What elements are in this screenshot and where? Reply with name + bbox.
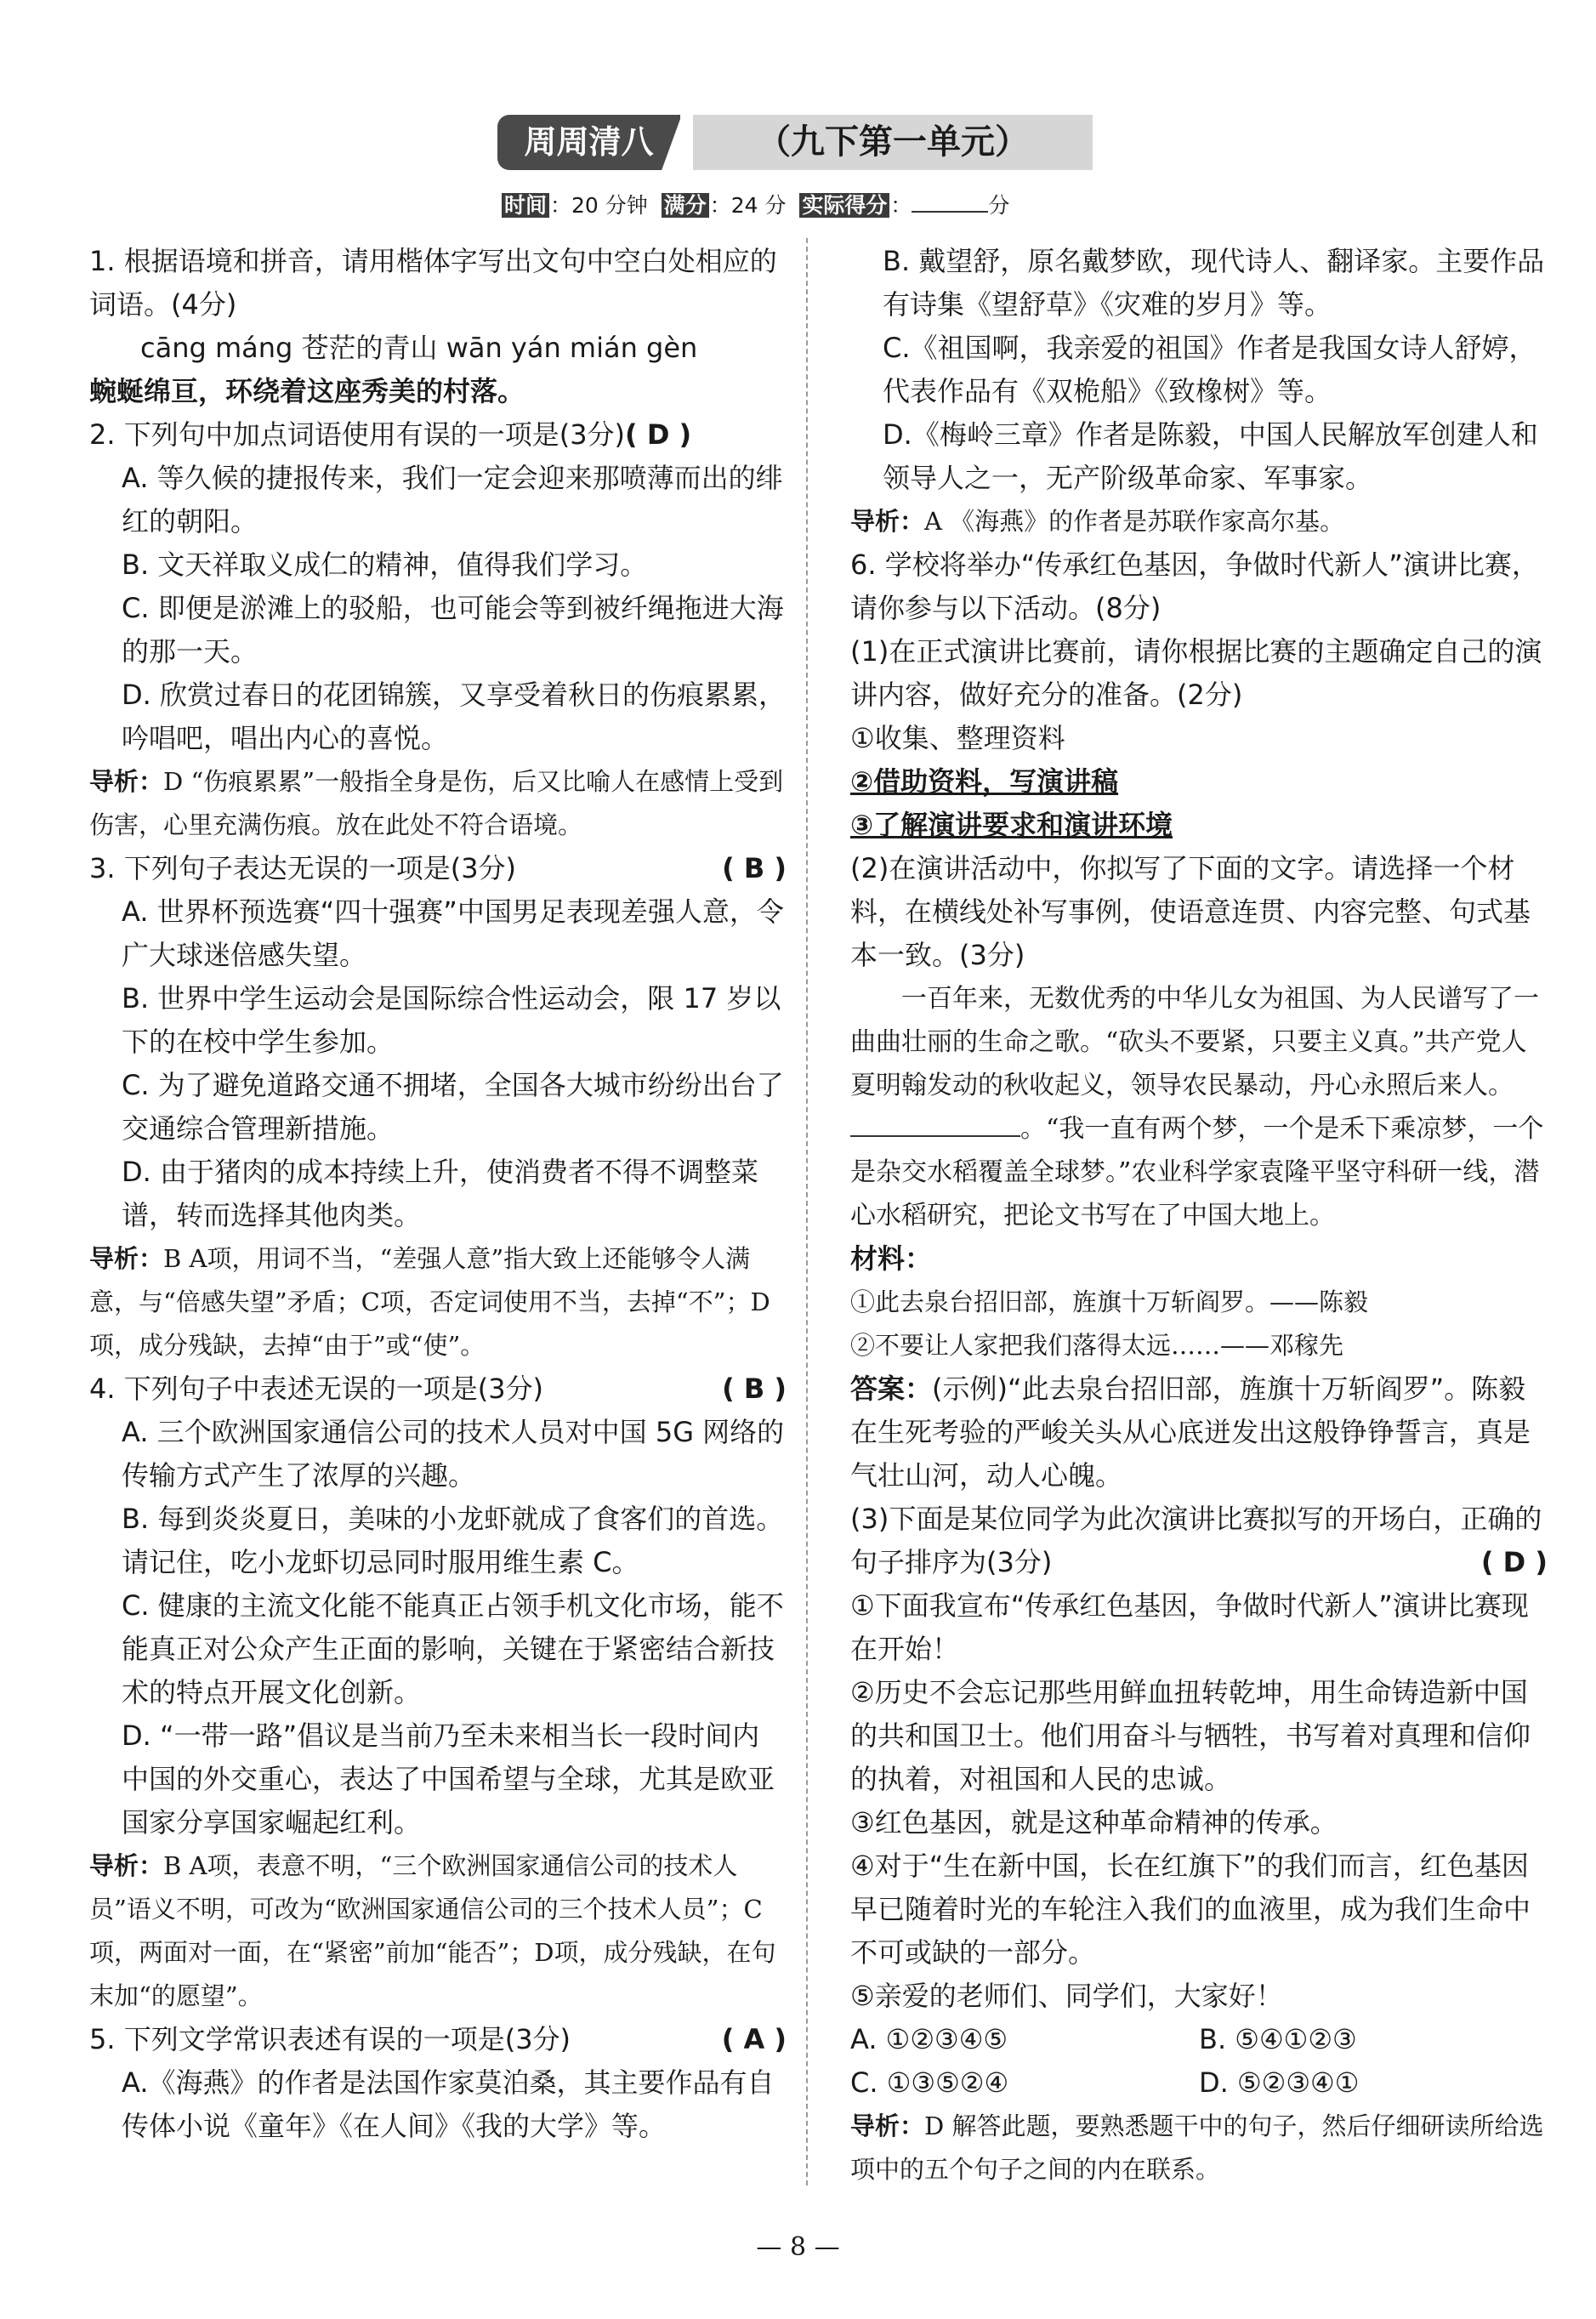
q3-stem bbox=[89, 847, 787, 890]
q6-passage-b: “我一直有两个梦，一个是禾下乘凉梦，一个是杂交水稻覆盖全球梦。”农业科学家袁隆平坚守科研一线，潜心水稻研究，把论文书写在了中国大地上。 bbox=[850, 1114, 1544, 1231]
q6-option-b: B. ⑤④①②③ bbox=[1199, 2023, 1357, 2055]
q6-answer-text: (示例)“此去泉台招旧部，旌旗十万斩阎罗”。陈毅在生死考验的严峻关头从心底迸发出这般铮铮誓言，真是气壮山河，动人心魄。 bbox=[850, 1373, 1531, 1492]
q1-answer-line: 蜿蜒绵亘，环绕着这座秀美的村落。 bbox=[89, 375, 525, 407]
q6-sentence-1: ①下面我宣布“传承红色基因，争做时代新人”演讲比赛现在开始！ bbox=[850, 1589, 1529, 1665]
q3-option-c: C. 为了避免道路交通不拥堵，全国各大城市纷纷出台了交通综合管理新措施。 bbox=[122, 1069, 784, 1145]
test-meta bbox=[502, 189, 1097, 219]
q5-analysis-text: A 《海燕》的作者是苏联作家高尔基。 bbox=[924, 507, 1345, 536]
q2-stem-text: 2. 下列句中加点词语使用有误的一项是(3分) bbox=[89, 418, 626, 451]
q5-stem-text: 5. 下列文学常识表述有误的一项是(3分) bbox=[89, 2023, 571, 2055]
q4-analysis-text: B A项，表意不明，“三个欧洲国家通信公司的技术人员”语义不明，可改为“欧洲国家通信公司的三个技术人员”；C项，两面对一面，在“紧密”前加“能否”；D项，成分残缺，在句末加“的愿望”。 bbox=[89, 1851, 776, 2010]
q6-passage-end: 。 bbox=[1020, 1114, 1046, 1144]
q6-part1: (1)在正式演讲比赛前，请你根据比赛的主题确定自己的演讲内容，做好充分的准备。(2分) bbox=[850, 635, 1542, 711]
q3-option-d: D. 由于猪肉的成本持续上升，使消费者不得不调整菜谱，转而选择其他肉类。 bbox=[122, 1156, 758, 1231]
actual-score-blank[interactable] bbox=[912, 194, 988, 213]
q2-analysis-label: 导析： bbox=[89, 767, 164, 796]
q6-sentence-2: ②历史不会忘记那些用鲜血扭转乾坤，用生命铸造新中国的共和国卫士。他们用奋斗与牺牲，书写着对真理和信仰的执着，对祖国和人民的忠诚。 bbox=[850, 1676, 1531, 1795]
page-number: — 8 — bbox=[756, 2232, 840, 2262]
q6-option-d: D. ⑤②③④① bbox=[1199, 2066, 1360, 2099]
q6-sentence-3: ③红色基因，就是这种革命精神的传承。 bbox=[850, 1806, 1338, 1839]
q3-option-b: B. 世界中学生运动会是国际综合性运动会，限 17 岁以下的在校中学生参加。 bbox=[122, 982, 781, 1058]
q6-analysis-text: D 解答此题，要熟悉题干中的句子，然后仔细研读所给选项中的五个句子之间的内在联系。 bbox=[850, 2112, 1544, 2184]
q6-answer bbox=[850, 1367, 1548, 1498]
q6-part1-item2: ②借助资料，写演讲稿 bbox=[850, 765, 1119, 798]
q5-option-c: C.《祖国啊，我亲爱的祖国》作者是我国女诗人舒婷，代表作品有《双桅船》《致橡树》等。 bbox=[883, 332, 1536, 407]
q4-option-c: C. 健康的主流文化能不能真正占领手机文化市场，能不能真正对公众产生正面的影响，关键在于紧密结合新技术的特点开展文化创新。 bbox=[122, 1589, 784, 1708]
q6-part1-item3: ③了解演讲要求和演讲环境 bbox=[850, 809, 1173, 841]
q5-analysis-label: 导析： bbox=[850, 507, 925, 536]
q6-option-a: A. ①②③④⑤ bbox=[850, 2023, 1008, 2055]
q6-part3-text: (3)下面是某位同学为此次演讲比赛拟写的开场白，正确的句子排序为(3分) bbox=[850, 1503, 1542, 1578]
q2-analysis bbox=[89, 760, 787, 847]
q1-pinyin-line: cāng máng 苍茫的青山 wān yán mián gèn bbox=[140, 332, 698, 364]
q4-stem bbox=[89, 1367, 787, 1411]
q6-stem: 6. 学校将举办“传承红色基因，争做时代新人”演讲比赛，请你参与以下活动。(8分) bbox=[850, 548, 1539, 624]
q3-analysis bbox=[89, 1237, 787, 1367]
header-left-label: 周周清八 bbox=[497, 115, 680, 170]
header-unit-title: （九下第一单元） bbox=[693, 115, 1093, 170]
q3-option-a: A. 世界杯预选赛“四十强赛”中国男足表现差强人意，令广大球迷倍感失望。 bbox=[122, 895, 784, 971]
q2-answer: ( D ) bbox=[625, 418, 692, 451]
q3-analysis-label: 导析： bbox=[89, 1244, 164, 1273]
q5-option-b: B. 戴望舒，原名戴梦欧，现代诗人、翻译家。主要作品有诗集《望舒草》《灾难的岁月》等。 bbox=[883, 245, 1545, 321]
left-column bbox=[89, 240, 787, 2148]
q2-option-c: C. 即便是淤滩上的驳船，也可能会等到被纤绳拖进大海的那一天。 bbox=[122, 592, 784, 668]
time-label: 时间 bbox=[502, 193, 549, 218]
q6-passage-a: 一百年来，无数优秀的中华儿女为祖国、为人民谱写了一曲曲壮丽的生命之歌。“砍头不要紧，只要主义真。”共产党人夏明翰发动的秋收起义，领导农民暴动，丹心永照后来人。 bbox=[850, 984, 1539, 1100]
actual-score-label: 实际得分 bbox=[799, 193, 889, 218]
q4-analysis-label: 导析： bbox=[89, 1851, 164, 1880]
q3-stem-text: 3. 下列句子表达无误的一项是(3分) bbox=[89, 852, 517, 884]
q4-answer: ( B ) bbox=[722, 1373, 787, 1405]
q6-passage-blank[interactable] bbox=[850, 1111, 1020, 1137]
right-column bbox=[850, 240, 1548, 2191]
q4-option-d: D. “一带一路”倡议是当前乃至未来相当长一段时间内中国的外交重心，表达了中国希望与全球，尤其是欧亚国家分享国家崛起红利。 bbox=[122, 1719, 775, 1839]
q5-analysis bbox=[850, 500, 1548, 543]
q6-sentence-5: ⑤亲爱的老师们、同学们，大家好！ bbox=[850, 1980, 1283, 2012]
q6-material-label: 材料： bbox=[850, 1242, 933, 1275]
q6-options-row1 bbox=[850, 2018, 1548, 2061]
column-divider bbox=[806, 238, 808, 2185]
q4-option-b: B. 每到炎炎夏日，美味的小龙虾就成了食客们的首选。请记住，吃小龙虾切忌同时服用维生素 C。 bbox=[122, 1503, 784, 1578]
q4-option-a: A. 三个欧洲国家通信公司的技术人员对中国 5G 网络的传输方式产生了浓厚的兴趣。 bbox=[122, 1416, 785, 1492]
q2-analysis-text: D “伤痕累累”一般指全身是伤，后又比喻人在感情上受到伤害，心里充满伤痕。放在此处不符合语境。 bbox=[89, 767, 784, 839]
q3-answer: ( B ) bbox=[722, 852, 787, 884]
q6-analysis bbox=[850, 2105, 1548, 2191]
score-label: 满分 bbox=[662, 193, 709, 218]
q6-passage bbox=[850, 977, 1548, 1237]
q6-option-c: C. ①③⑤②④ bbox=[850, 2066, 1009, 2099]
q2-option-b: B. 文天祥取义成仁的精神，值得我们学习。 bbox=[122, 548, 648, 581]
q1-stem: 1. 根据语境和拼音，请用楷体字写出文句中空白处相应的词语。(4分) bbox=[89, 245, 777, 321]
q5-stem bbox=[89, 2018, 787, 2061]
q6-sentence-4: ④对于“生在新中国，长在红旗下”的我们而言，红色基因早已随着时光的车轮注入我们的血液里，成为我们生命中不可或缺的一部分。 bbox=[850, 1850, 1531, 1969]
q6-material-1: ①此去泉台招旧部，旌旗十万斩阎罗。——陈毅 bbox=[850, 1287, 1369, 1316]
score-value: ：24 分 bbox=[709, 193, 787, 218]
q4-stem-text: 4. 下列句子中表述无误的一项是(3分) bbox=[89, 1373, 544, 1405]
q5-option-a: A.《海燕》的作者是法国作家莫泊桑，其主要作品有自传体小说《童年》《在人间》《我的大学》等。 bbox=[122, 2066, 775, 2142]
q6-material-2: ②不要让人家把我们落得太远……——邓稼先 bbox=[850, 1331, 1344, 1360]
q2-stem bbox=[89, 413, 787, 457]
q6-options-row2 bbox=[850, 2061, 1548, 2105]
q5-option-d: D.《梅岭三章》作者是陈毅，中国人民解放军创建人和领导人之一，无产阶级革命家、军事家。 bbox=[883, 418, 1538, 494]
actual-score-unit: 分 bbox=[988, 193, 1010, 218]
q6-analysis-label: 导析： bbox=[850, 2112, 925, 2140]
section-header bbox=[497, 115, 1093, 170]
q6-part1-item1: ①收集、整理资料 bbox=[850, 722, 1065, 754]
q6-answer-label: 答案： bbox=[850, 1373, 933, 1405]
q3-analysis-text: B A项，用词不当，“差强人意”指大致上还能够令人满意，与“倍感失望”矛盾；C项，否定词使用不当，去掉“不”；D项，成分残缺，去掉“由于”或“使”。 bbox=[89, 1244, 770, 1360]
q5-answer: ( A ) bbox=[721, 2023, 787, 2055]
q6-part3 bbox=[850, 1498, 1548, 1584]
q2-option-a: A. 等久候的捷报传来，我们一定会迎来那喷薄而出的绯红的朝阳。 bbox=[122, 462, 783, 537]
q4-analysis bbox=[89, 1844, 787, 2018]
actual-score-colon: ： bbox=[890, 193, 912, 218]
q6-part2: (2)在演讲活动中，你拟写了下面的文字。请选择一个材料，在横线处补写事例，使语意连贯、内容完整、句式基本一致。(3分) bbox=[850, 852, 1531, 971]
q2-option-d: D. 欣赏过春日的花团锦簇，又享受着秋日的伤痕累累，吟唱吧，唱出内心的喜悦。 bbox=[122, 679, 786, 754]
q6-part3-answer: ( D ) bbox=[1480, 1546, 1548, 1578]
time-value: ：20 分钟 bbox=[550, 193, 648, 218]
